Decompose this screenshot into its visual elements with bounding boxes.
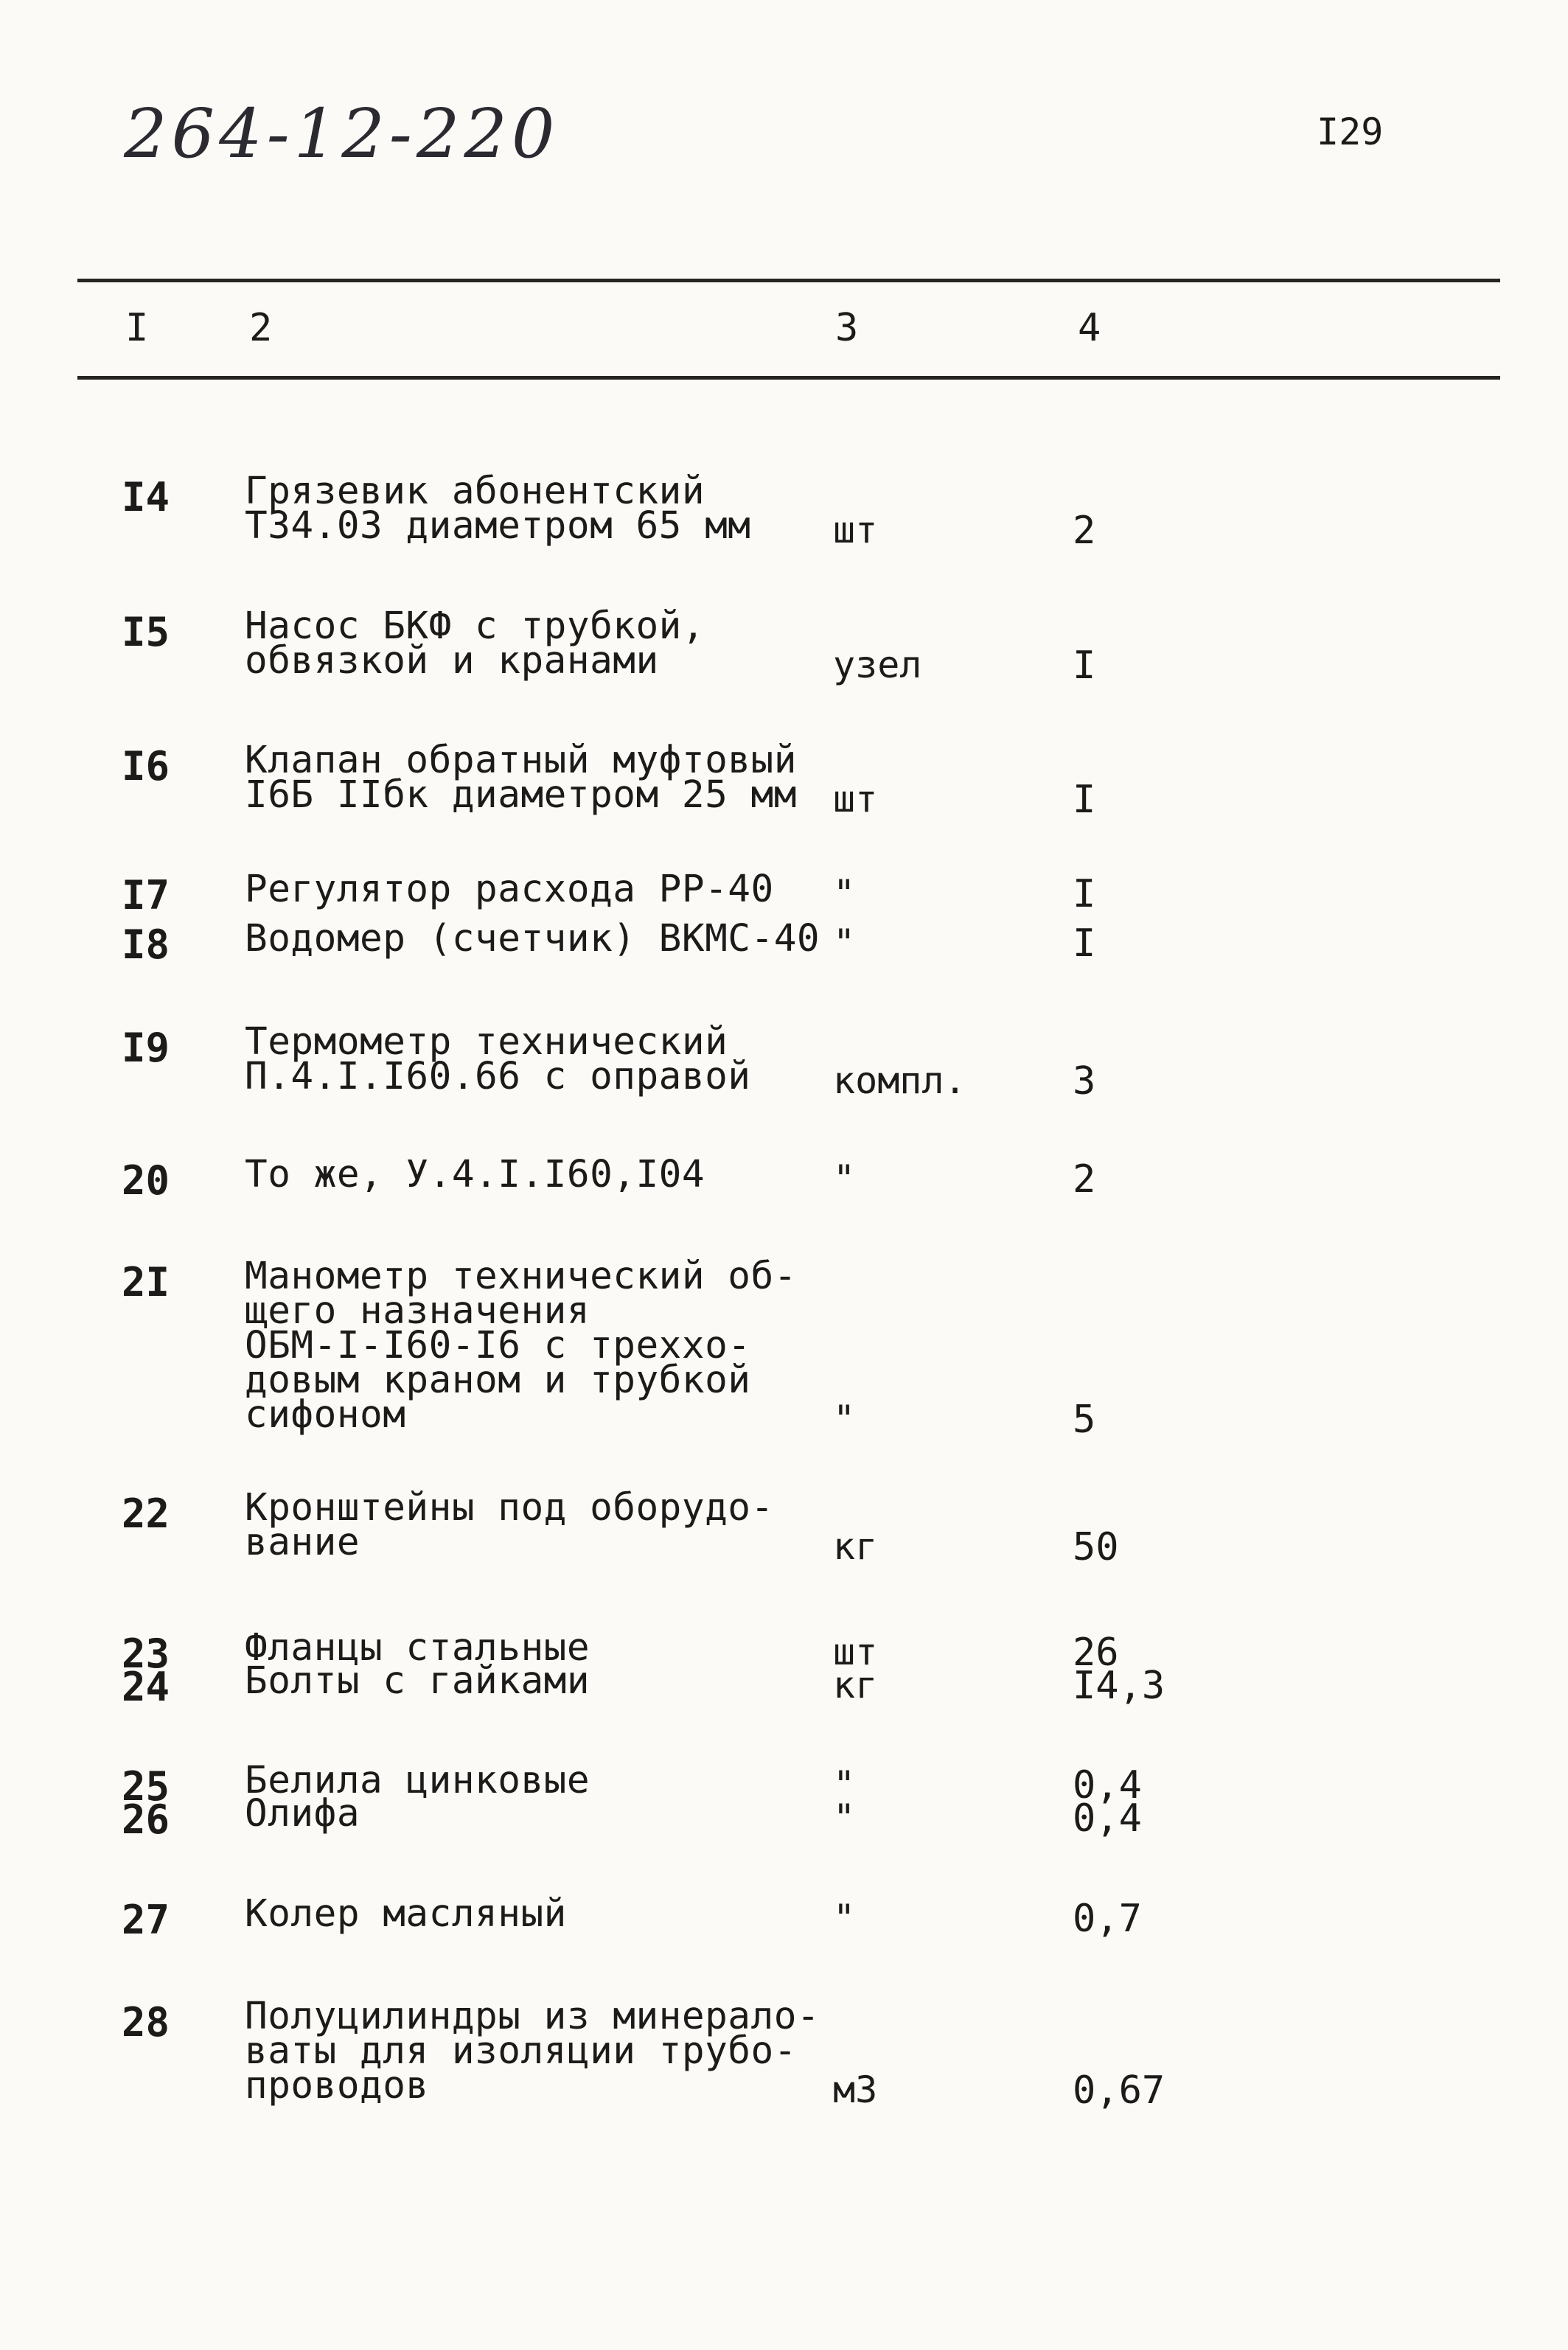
description-line: довым краном и трубкой [245,1359,751,1402]
item-unit: м3 [833,2068,878,2111]
item-number: I7 [122,872,170,918]
item-quantity: I [1073,872,1096,916]
item-number: 22 [122,1490,170,1537]
description-line: ваты для изоляции трубо- [245,2029,797,2073]
item-description [245,1255,797,1437]
header-top-rule [77,279,1500,282]
description-line: вание [245,1521,360,1564]
item-number: 2I [122,1259,170,1305]
item-description [245,1892,790,1936]
description-line: Грязевик абонентский [245,470,705,513]
item-unit: " [833,1796,856,1839]
description-line: Водомер (счетчик) ВКМС-40 [245,917,820,960]
description-line: П.4.I.I60.66 с оправой [245,1055,751,1098]
item-number: 27 [122,1897,170,1943]
item-quantity: 5 [1073,1398,1096,1442]
document-code: 264-12-220 [124,94,560,173]
item-unit: шт [833,1631,878,1673]
description-line: Фланцы стальные [245,1626,590,1670]
item-quantity: I [1073,644,1096,688]
item-number: 23 [122,1631,170,1677]
item-unit: " [833,1157,856,1200]
item-description [245,470,790,548]
item-description [245,1153,790,1196]
description-line: Клапан обратный муфтовый [245,739,797,782]
description-line: щего назначения [245,1289,590,1333]
column-header-1: I [125,306,149,350]
description-line: Белила цинковые [245,1759,590,1802]
item-quantity: I [1073,778,1096,822]
page-number: I29 [1317,111,1384,153]
item-description [245,917,820,960]
item-quantity: 0,67 [1073,2068,1165,2113]
item-description [245,739,797,817]
description-line: Регулятор расхода РР-40 [245,868,774,911]
item-unit: кг [833,1664,878,1706]
item-quantity: 50 [1073,1525,1119,1569]
item-unit: " [833,872,856,915]
description-line: ТЗ4.03 диаметром 65 мм [245,504,751,548]
item-number: I9 [122,1025,170,1071]
description-line: обвязкой и кранами [245,639,659,683]
item-description [245,604,790,683]
item-number: 20 [122,1157,170,1204]
column-header-2: 2 [249,306,273,350]
item-number: 26 [122,1796,170,1843]
item-description [245,1486,790,1564]
item-unit: компл. [833,1059,966,1102]
column-header-4: 4 [1078,306,1101,350]
item-quantity: 0,4 [1073,1763,1142,1807]
item-quantity: 0,7 [1073,1897,1142,1941]
description-line: Болты с гайками [245,1659,590,1703]
description-line: сифоном [245,1393,406,1437]
item-unit: шт [833,778,878,820]
description-line: Термометр технический [245,1020,728,1064]
item-number: I4 [122,474,170,520]
item-unit: узел [833,644,922,686]
description-line: I6Б IIбк диаметром 25 мм [245,773,797,817]
column-header-3: 3 [835,306,859,350]
item-quantity: 3 [1073,1059,1096,1103]
item-number: I6 [122,743,170,789]
item-description [245,1020,790,1098]
description-line: То же, У.4.I.I60,I04 [245,1153,705,1196]
item-quantity: I [1073,921,1096,966]
item-quantity: 26 [1073,1631,1119,1675]
description-line: ОБМ-I-I60-I6 с трехxо- [245,1324,751,1367]
description-line: Кронштейны под оборудо- [245,1486,774,1530]
item-number: I8 [122,921,170,968]
item-number: 28 [122,1999,170,2046]
description-line: Полуцилиндры из минерало- [245,1995,820,2038]
description-line: Олифа [245,1792,360,1835]
description-line: проводов [245,2064,429,2107]
description-line: Манометр технический об- [245,1255,797,1298]
item-quantity: 2 [1073,509,1096,553]
item-description [245,1995,820,2107]
item-description [245,1792,790,1835]
item-description [245,1659,790,1703]
item-number: 25 [122,1763,170,1810]
item-unit: " [833,921,856,964]
item-unit: " [833,1897,856,1939]
item-description [245,868,790,911]
item-unit: шт [833,509,878,551]
description-line: Колер масляный [245,1892,567,1936]
item-unit: " [833,1398,856,1440]
description-line: Насос БКФ с трубкой, [245,604,705,648]
item-quantity: 0,4 [1073,1796,1142,1841]
item-unit: " [833,1763,856,1806]
item-quantity: 2 [1073,1157,1096,1202]
item-number: 24 [122,1664,170,1710]
header-bottom-rule [77,376,1500,380]
item-number: I5 [122,609,170,655]
item-unit: кг [833,1525,878,1568]
item-quantity: I4,3 [1073,1664,1165,1708]
